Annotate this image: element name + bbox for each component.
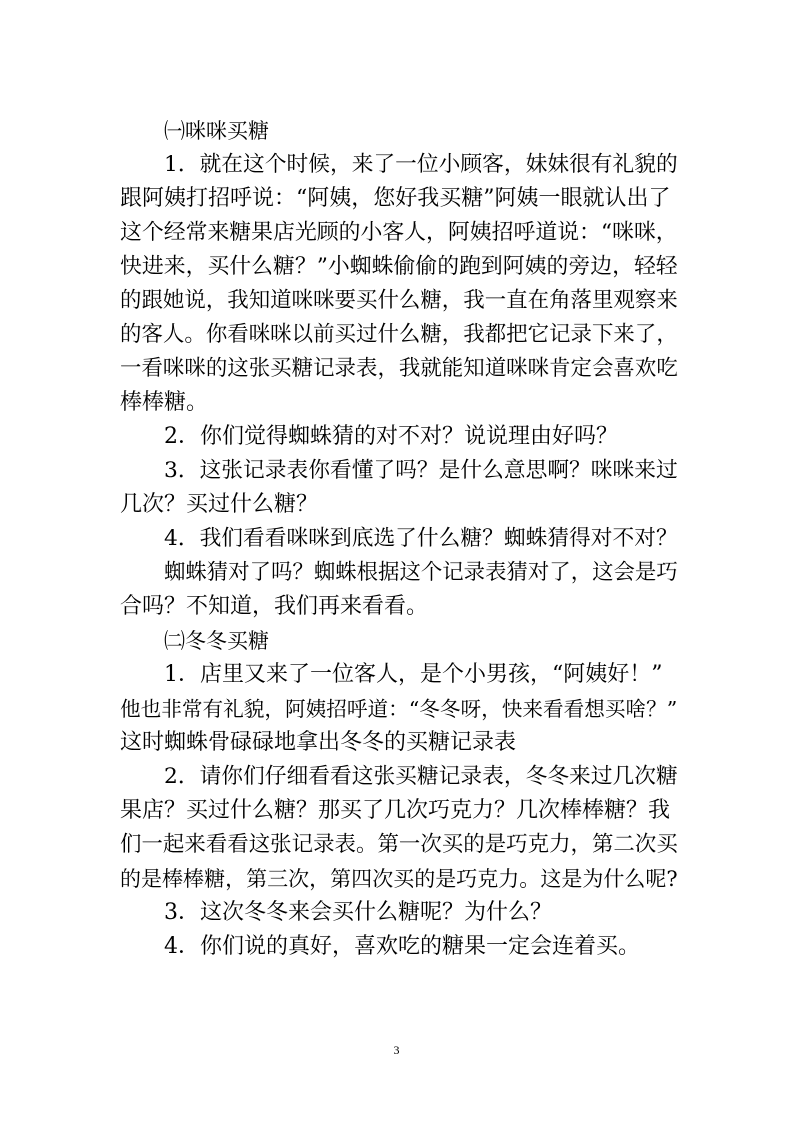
text-line: 合吗？不知道，我们再来看看。	[120, 594, 429, 619]
text-line: 的跟她说，我知道咪咪要买什么糖，我一直在角落里观察来	[120, 288, 678, 313]
text-line: 4．我们看看咪咪到底选了什么糖？蜘蛛猜得对不对？	[164, 526, 678, 551]
text-line: 果店？买过什么糖？那买了几次巧克力？几次棒棒糖？我	[120, 798, 671, 823]
text-line: 们一起来看看这张记录表。第一次买的是巧克力，第二次买	[120, 832, 678, 857]
text-line: 1．就在这个时候，来了一位小顾客，妹妹很有礼貌的	[164, 152, 678, 177]
section-heading: ㈠咪咪买糖	[164, 119, 269, 143]
text-line: 一看咪咪的这张买糖记录表，我就能知道咪咪肯定会喜欢吃	[120, 356, 678, 381]
text-line: 3．这张记录表你看懂了吗？是什么意思啊？咪咪来过	[164, 458, 678, 483]
text-line: 这个经常来糖果店光顾的小客人，阿姨招呼道说：“咪咪，	[120, 220, 678, 245]
text-line: 3．这次冬冬来会买什么糖呢？为什么？	[164, 900, 552, 925]
text-line: 1．店里又来了一位客人，是个小男孩，“阿姨好！”	[164, 662, 663, 687]
page-number: 3	[393, 1043, 400, 1057]
text-line: 这时蜘蛛骨碌碌地拿出冬冬的买糖记录表	[120, 730, 517, 755]
text-line: 快进来，买什么糖？”小蜘蛛偷偷的跑到阿姨的旁边，轻轻	[120, 254, 678, 279]
document-body	[120, 114, 678, 964]
text-line: 2．请你们仔细看看这张买糖记录表，冬冬来过几次糖	[164, 764, 678, 789]
paragraph-lines	[120, 114, 678, 964]
text-line: 他也非常有礼貌，阿姨招呼道：“冬冬呀，快来看看想买啥？”	[120, 697, 678, 721]
text-line: 几次？买过什么糖？	[120, 492, 319, 517]
text-line: 棒棒糖。	[120, 390, 209, 415]
section-heading: ㈡冬冬买糖	[164, 629, 269, 653]
text-line: 2．你们觉得蜘蛛猜的对不对？说说理由好吗？	[164, 424, 618, 449]
text-line: 的是棒棒糖，第三次，第四次买的是巧克力。这是为什么呢?	[120, 866, 678, 891]
text-line: 跟阿姨打招呼说：“阿姨，您好我买糖”阿姨一眼就认出了	[120, 186, 671, 211]
text-line: 4．你们说的真好，喜欢吃的糖果一定会连着买。	[164, 934, 640, 959]
text-line: 蜘蛛猜对了吗？蜘蛛根据这个记录表猜对了，这会是巧	[164, 560, 678, 585]
text-line: 的客人。你看咪咪以前买过什么糖，我都把它记录下来了，	[120, 322, 678, 347]
